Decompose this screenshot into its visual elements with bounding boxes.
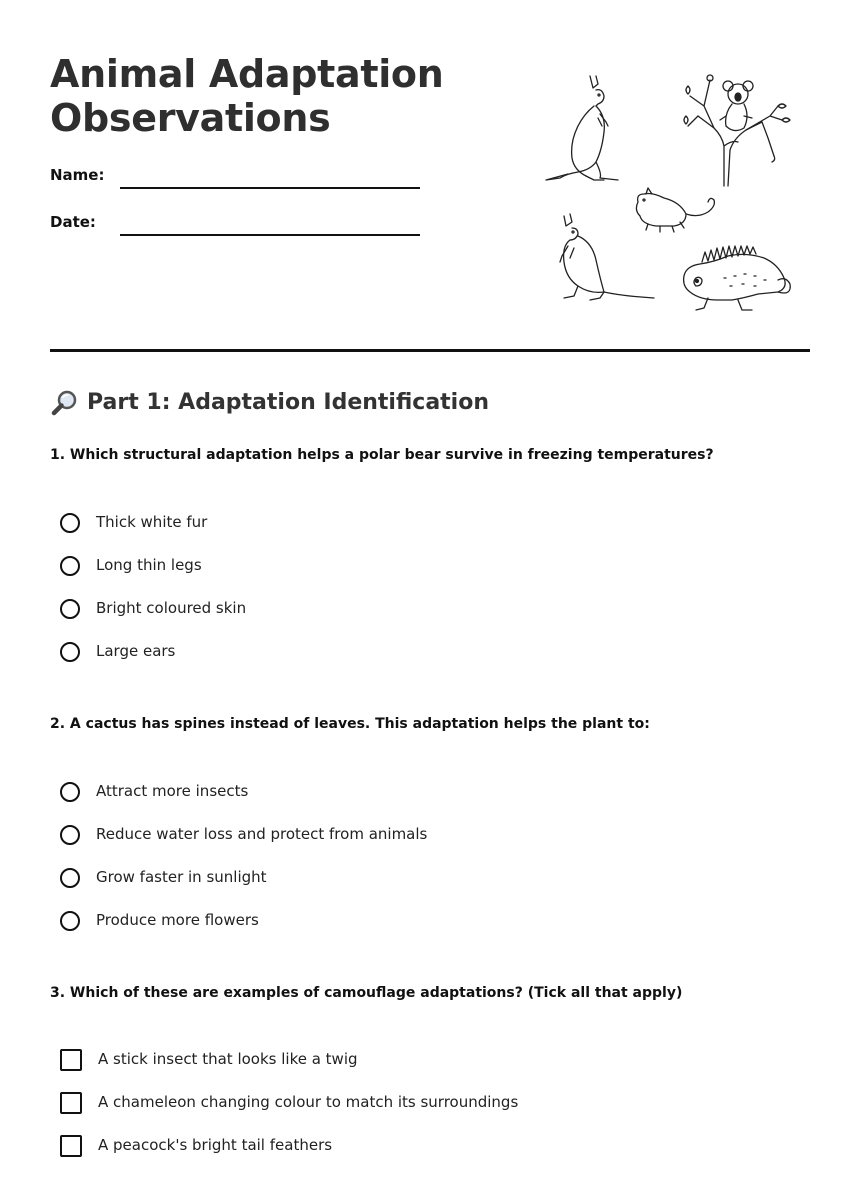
option-label: A chameleon changing colour to match its surroundings <box>98 1093 519 1111</box>
part1-title-text: Part 1: Adaptation Identification <box>87 390 489 415</box>
possum-drawing <box>636 188 714 232</box>
radio-button[interactable] <box>60 782 80 802</box>
date-field <box>50 212 430 242</box>
animal-illustration <box>538 66 800 316</box>
q1-option-1[interactable] <box>60 511 246 554</box>
q3-option-2[interactable] <box>60 1091 518 1134</box>
checkbox[interactable] <box>60 1135 82 1157</box>
question-2-options <box>60 780 427 952</box>
question-1-text: 1. Which structural adaptation helps a polar bear survive in freezing temperatures? <box>50 447 714 463</box>
kangaroo-drawing <box>546 76 618 180</box>
wallaby-drawing <box>560 214 654 300</box>
q2-option-1[interactable] <box>60 780 427 823</box>
option-label: Thick white fur <box>96 513 208 531</box>
title-line-1: Animal Adaptation <box>50 52 444 96</box>
option-label: Reduce water loss and protect from animals <box>96 825 428 843</box>
name-label: Name: <box>50 166 105 184</box>
question-3-options <box>60 1048 518 1177</box>
magnifying-glass-icon <box>50 388 80 418</box>
question-3-text: 3. Which of these are examples of camouflage adaptations? (Tick all that apply) <box>50 985 683 1001</box>
option-label: Grow faster in sunlight <box>96 868 267 886</box>
question-1-options <box>60 511 246 683</box>
radio-button[interactable] <box>60 599 80 619</box>
option-label: Bright coloured skin <box>96 599 247 617</box>
radio-button[interactable] <box>60 513 80 533</box>
q1-option-3[interactable] <box>60 597 246 640</box>
title-line-2: Observations <box>50 96 331 140</box>
option-label: Long thin legs <box>96 556 202 574</box>
q3-option-1[interactable] <box>60 1048 518 1091</box>
q1-option-4[interactable] <box>60 640 246 683</box>
date-input-line[interactable] <box>120 234 420 236</box>
q2-option-4[interactable] <box>60 909 427 952</box>
header-divider <box>50 349 810 352</box>
radio-button[interactable] <box>60 911 80 931</box>
q2-option-2[interactable] <box>60 823 427 866</box>
option-label: A peacock's bright tail feathers <box>98 1136 333 1154</box>
option-label: Produce more flowers <box>96 911 259 929</box>
radio-button[interactable] <box>60 825 80 845</box>
koala-drawing <box>684 75 790 186</box>
question-2-text: 2. A cactus has spines instead of leaves. This adaptation helps the plant to: <box>50 716 650 732</box>
option-label: Large ears <box>96 642 176 660</box>
q3-option-3[interactable] <box>60 1134 518 1177</box>
option-label: Attract more insects <box>96 782 249 800</box>
q2-option-3[interactable] <box>60 866 427 909</box>
radio-button[interactable] <box>60 556 80 576</box>
checkbox[interactable] <box>60 1049 82 1071</box>
part1-title <box>50 388 489 418</box>
radio-button[interactable] <box>60 642 80 662</box>
radio-button[interactable] <box>60 868 80 888</box>
q1-option-2[interactable] <box>60 554 246 597</box>
lizard-drawing <box>684 246 791 310</box>
checkbox[interactable] <box>60 1092 82 1114</box>
name-input-line[interactable] <box>120 187 420 189</box>
option-label: A stick insect that looks like a twig <box>98 1050 358 1068</box>
worksheet-title <box>50 52 444 140</box>
name-field <box>50 165 430 195</box>
date-label: Date: <box>50 213 96 231</box>
